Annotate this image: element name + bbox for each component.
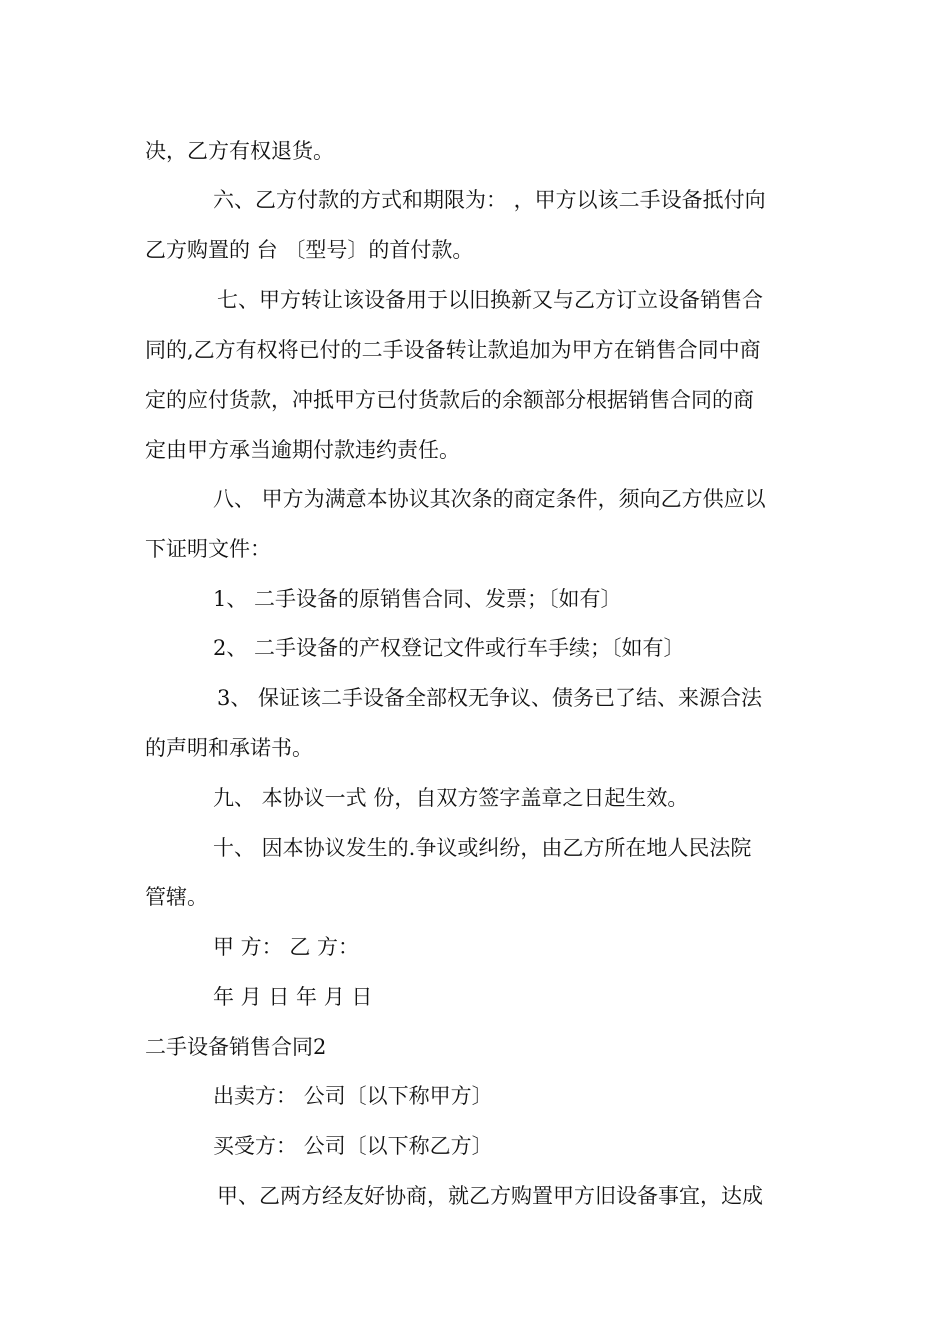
buyer-line: 买受方： 公司〔以下称乙方〕 — [213, 1134, 493, 1158]
text-line: 乙方购置的 台 〔型号〕的首付款。 — [145, 238, 474, 262]
section-title: 二手设备销售合同2 — [145, 1035, 327, 1059]
list-item: 2、 二手设备的产权登记文件或行车手续；〔如有〕 — [213, 636, 685, 660]
preamble-line: 甲、乙两方经友好协商，就乙方购置甲方旧设备事宜，达成 — [217, 1184, 763, 1208]
clause-6-payment: 六、乙方付款的方式和期限为： ，甲方以该二手设备抵付向 — [213, 188, 766, 212]
clause-10-jurisdiction: 十、 因本协议发生的.争议或纠纷，由乙方所在地人民法院 — [213, 836, 752, 860]
clause-8-documents: 八、 甲方为满意本协议其次条的商定条件，须向乙方供应以 — [213, 487, 766, 511]
text-line: 定的应付货款，冲抵甲方已付货款后的余额部分根据销售合同的商 — [145, 388, 754, 412]
list-item: 1、 二手设备的原销售合同、发票；〔如有〕 — [213, 587, 622, 611]
text-line: 定由甲方承当逾期付款违约责任。 — [145, 438, 460, 462]
text-line: 下证明文件： — [145, 537, 271, 561]
text-line: 管辖。 — [145, 885, 208, 909]
text-line: 决，乙方有权退货。 — [145, 139, 334, 163]
seller-line: 出卖方： 公司〔以下称甲方〕 — [213, 1084, 493, 1108]
text-line: 的声明和承诺书。 — [145, 736, 313, 760]
text-line: 同的,乙方有权将已付的二手设备转让款追加为甲方在销售合同中商 — [145, 338, 761, 362]
list-item: 3、 保证该二手设备全部权无争议、债务已了结、来源合法 — [217, 686, 763, 710]
signature-parties: 甲 方： 乙 方： — [213, 935, 360, 959]
signature-dates: 年 月 日 年 月 日 — [213, 985, 373, 1009]
clause-9-effective: 九、 本协议一式 份，自双方签字盖章之日起生效。 — [213, 786, 689, 810]
clause-7-trade-in: 七、甲方转让该设备用于以旧换新又与乙方订立设备销售合 — [217, 288, 763, 312]
